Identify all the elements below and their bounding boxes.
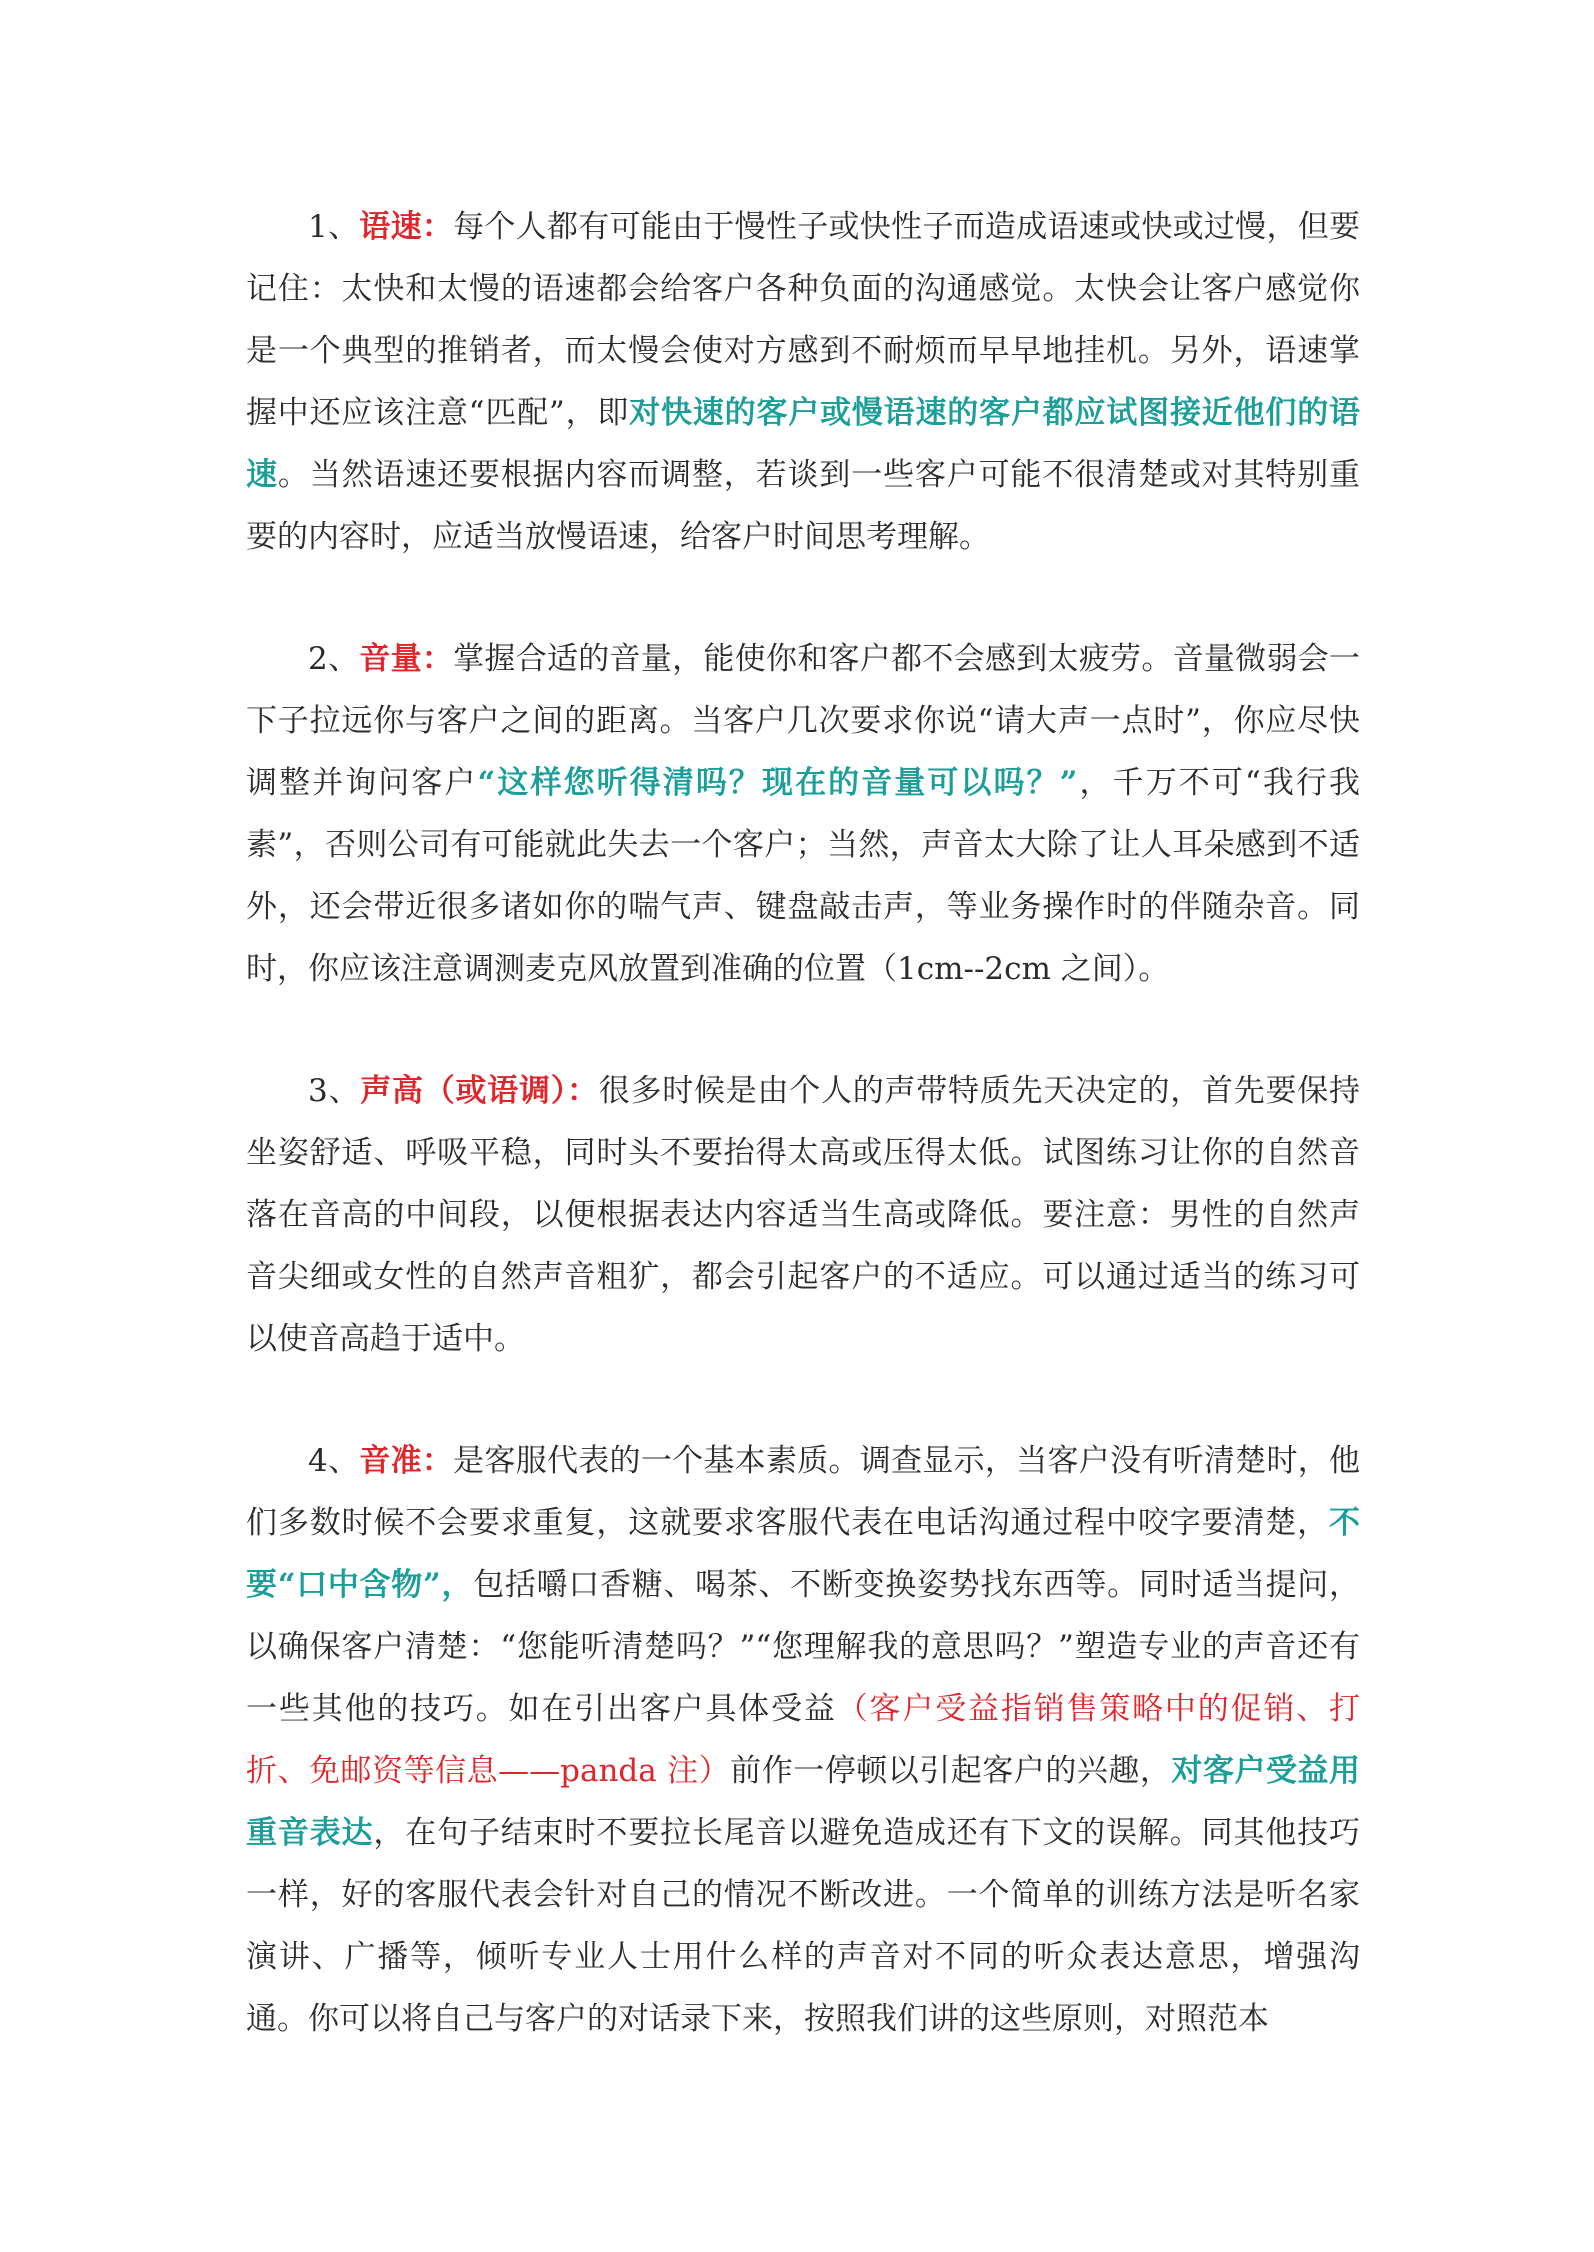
item-number: 2、 (308, 641, 360, 677)
item-number: 3、 (308, 1073, 361, 1109)
paragraph-articulation (246, 1430, 1360, 2050)
body-text: 。当然语速还要根据内容而调整，若谈到一些客户可能不很清楚或对其特别重要的内容时，应适当放慢语速，给客户时间思考理解。 (246, 457, 1361, 555)
paragraph-speech-speed (246, 196, 1360, 568)
paragraph-volume (246, 628, 1360, 1000)
heading-speech-speed: 语速： (359, 209, 454, 245)
body-text: 包括嚼口香糖、喝茶、不断变换姿势找东西等。同时适当提问，以确保客户清楚：“您能听清楚吗？”“您理解我的意思吗？”塑造专业的声音还有一些其他的技巧。如在引出客户具体受益 (246, 1567, 1360, 1727)
paragraph-pitch (246, 1060, 1360, 1370)
body-text: 每个人都有可能由于慢性子或快性子而造成语速或快或过慢，但要记住：太快和太慢的语速都会给客户各种负面的沟通感觉。太快会让客户感觉你是一个典型的推销者，而太慢会使对方感到不耐烦而早早地挂机。另外，语速掌握中还应该注意“匹配”，即 (246, 209, 1360, 431)
annotation-note: （客户受益指销售策略中的促销、打折、免邮资等信息——panda 注） (246, 1691, 1361, 1789)
heading-pitch: 声高（或语调）： (360, 1073, 599, 1109)
body-text: 前作一停顿以引起客户的兴趣， (730, 1753, 1172, 1789)
body-text: 很多时候是由个人的声带特质先天决定的，首先要保持坐姿舒适、呼吸平稳，同时头不要抬得太高或压得太低。试图练习让你的自然音落在音高的中间段，以便根据表达内容适当生高或降低。要注意：男性的自然声音尖细或女性的自然声音粗犷，都会引起客户的不适应。可以通过适当的练习可以使音高趋于适中。 (246, 1073, 1361, 1357)
body-text: 是客服代表的一个基本素质。调查显示，当客户没有听清楚时，他们多数时候不会要求重复，这就要求客服代表在电话沟通过程中咬字要清楚， (246, 1443, 1360, 1541)
body-text: ，在句子结束时不要拉长尾音以避免造成还有下文的误解。同其他技巧一样，好的客服代表会针对自己的情况不断改进。一个简单的训练方法是听名家演讲、广播等，倾听专业人士用什么样的声音对不同的听众表达意思，增强沟通。你可以将自己与客户的对话录下来，按照我们讲的这些原则，对照范本 (246, 1815, 1361, 2037)
emphasis-text: 不要“口中含物”， (246, 1505, 1360, 1603)
heading-volume: 音量： (359, 641, 454, 677)
document-page (246, 196, 1360, 2110)
item-number: 1、 (308, 209, 360, 245)
heading-articulation: 音准： (359, 1443, 454, 1479)
body-text: ，千万不可“我行我素”，否则公司有可能就此失去一个客户；当然，声音太大除了让人耳朵感到不适外，还会带近很多诸如你的喘气声、键盘敲击声，等业务操作时的伴随杂音。同时，你应该注意调测麦克风放置到准确的位置（1cm--2cm 之间）。 (246, 765, 1360, 987)
emphasis-text: “这样您听得清吗？现在的音量可以吗？” (477, 765, 1078, 801)
emphasis-text: 对快速的客户或慢语速的客户都应试图接近他们的语速 (246, 395, 1361, 493)
item-number: 4、 (308, 1443, 360, 1479)
body-text: 掌握合适的音量，能使你和客户都不会感到太疲劳。音量微弱会一下子拉远你与客户之间的距离。当客户几次要求你说“请大声一点时”，你应尽快调整并询问客户 (246, 641, 1360, 801)
emphasis-text: 对客户受益用重音表达 (246, 1753, 1361, 1851)
